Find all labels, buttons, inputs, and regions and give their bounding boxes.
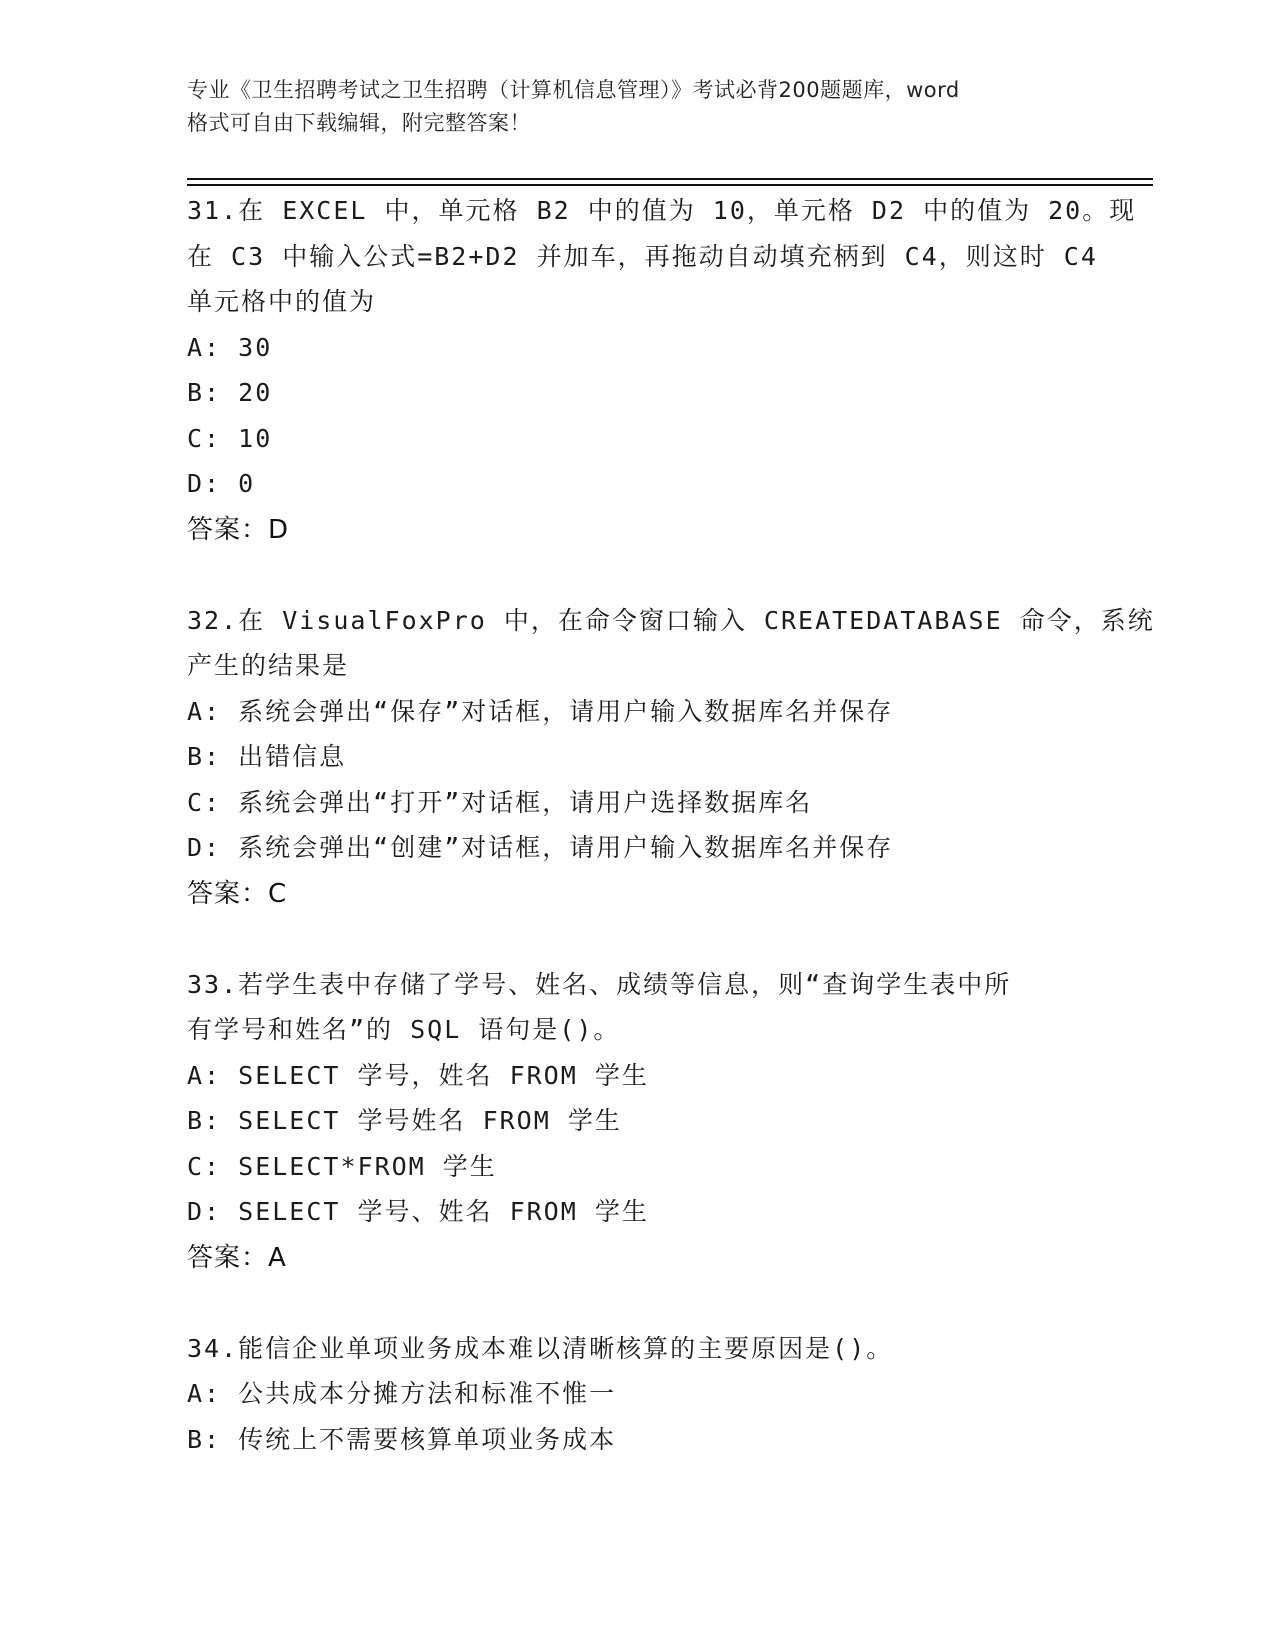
- question-list: [187, 188, 1155, 1507]
- header-line-1: 专业《卫生招聘考试之卫生招聘（计算机信息管理）》考试必背200题题库，word: [187, 78, 960, 102]
- option-a: A: SELECT 学号，姓名 FROM 学生: [187, 1060, 649, 1090]
- option-b: B: 传统上不需要核算单项业务成本: [187, 1424, 617, 1454]
- question-32: [187, 598, 1155, 917]
- question-text-line: 产生的结果是: [187, 651, 350, 680]
- option-a: A: 30: [187, 332, 273, 362]
- option-a: A: 系统会弹出“保存”对话框，请用户输入数据库名并保存: [187, 696, 894, 726]
- question-text: [187, 598, 1155, 689]
- option-b: B: 出错信息: [187, 742, 347, 771]
- option-a: A: 公共成本分摊方法和标准不惟一: [187, 1379, 617, 1408]
- question-text-line: 33.若学生表中存储了学号、姓名、成绩等信息，则“查询学生表中所: [187, 969, 1012, 999]
- answer-line: 答案：C: [187, 878, 288, 909]
- option-b: B: 20: [187, 378, 273, 407]
- document-header: [187, 74, 1087, 140]
- question-text-line: 单元格中的值为: [187, 287, 377, 316]
- question-33: [187, 962, 1087, 1281]
- question-text-line: 在 C3 中输入公式=B2+D2 并加车，再拖动自动填充柄到 C4，则这时 C4: [187, 241, 1098, 271]
- option-c: C: SELECT*FROM 学生: [187, 1151, 497, 1181]
- question-text: [187, 1326, 1087, 1372]
- header-divider-top: [187, 178, 1153, 180]
- option-d: D: 0: [187, 469, 256, 498]
- question-text: [187, 962, 1087, 1053]
- option-c: C: 系统会弹出“打开”对话框，请用户选择数据库名: [187, 787, 813, 817]
- answer-line: 答案：D: [187, 514, 290, 545]
- option-b: B: SELECT 学号姓名 FROM 学生: [187, 1106, 622, 1135]
- answer-line: 答案：A: [187, 1242, 287, 1273]
- option-d: D: SELECT 学号、姓名 FROM 学生: [187, 1197, 649, 1226]
- option-d: D: 系统会弹出“创建”对话框，请用户输入数据库名并保存: [187, 833, 894, 862]
- question-text-line: 32.在 VisualFoxPro 中，在命令窗口输入 CREATEDATABASE 命令，系统: [187, 605, 1155, 635]
- question-text: [187, 188, 1137, 325]
- question-34: [187, 1326, 1087, 1463]
- header-line-2: 格式可自由下载编辑，附完整答案！: [187, 111, 531, 135]
- question-text-line: 有学号和姓名”的 SQL 语句是()。: [187, 1015, 621, 1044]
- header-divider-bottom: [187, 184, 1153, 186]
- option-c: C: 10: [187, 423, 273, 453]
- question-text-line: 31.在 EXCEL 中，单元格 B2 中的值为 10，单元格 D2 中的值为 20。现: [187, 196, 1137, 225]
- question-text-line: 34.能信企业单项业务成本难以清晰核算的主要原因是()。: [187, 1333, 894, 1363]
- question-31: [187, 188, 1137, 553]
